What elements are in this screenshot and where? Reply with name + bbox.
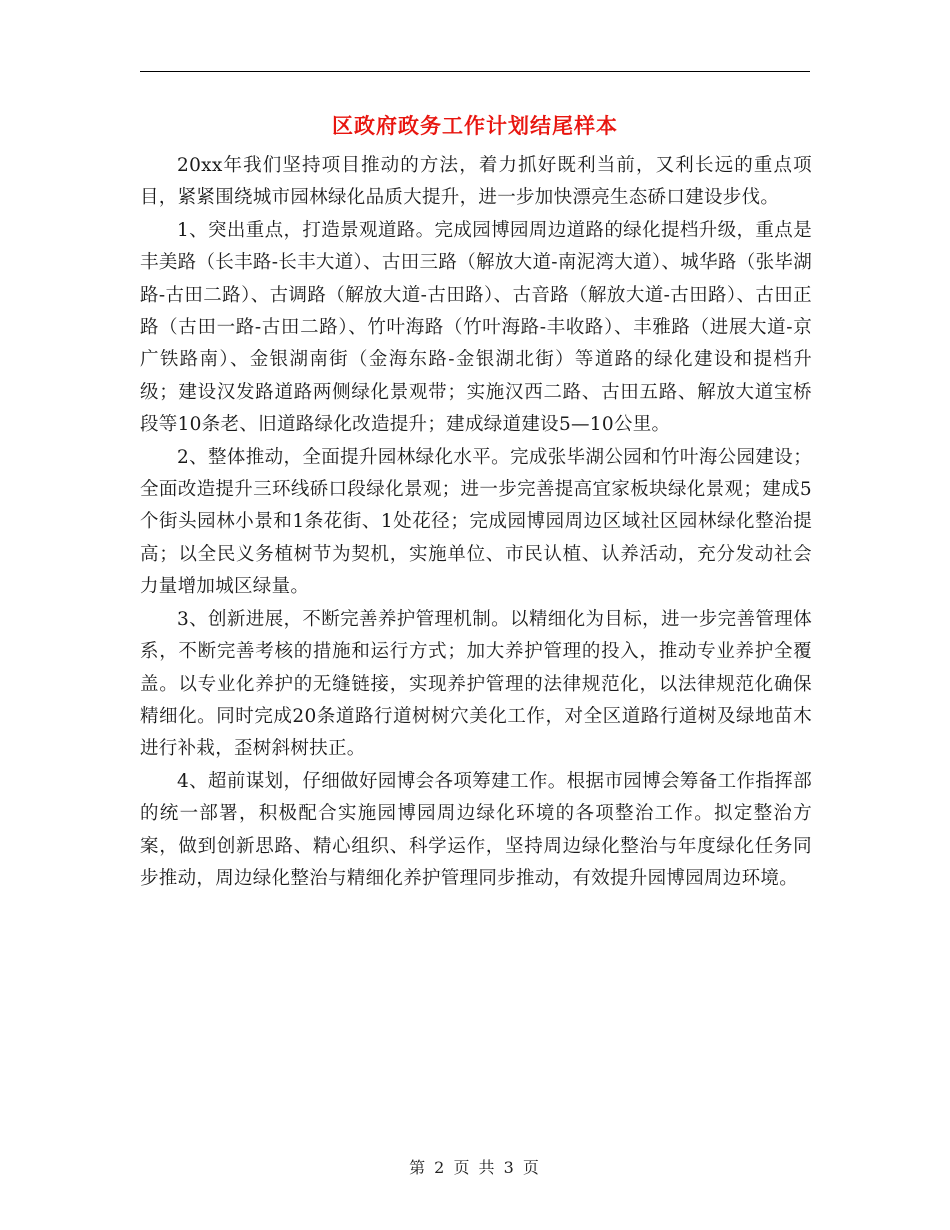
section-3-paragraph: 3、创新进展，不断完善养护管理机制。以精细化为目标，进一步完善管理体系，不断完善考核的措施和运行方式；加大养护管理的投入，推动专业养护全覆盖。以专业化养护的无缝链接，实现养护管理的法律规范化，以法律规范化确保精细化。同时完成20条道路行道树树穴美化工作，对全区道路行道树及绿地苗木进行补栽，歪树斜树扶正。: [140, 608, 812, 760]
section-2-paragraph: 2、整体推动，全面提升园林绿化水平。完成张毕湖公园和竹叶海公园建设；全面改造提升三环线硚口段绿化景观；进一步完善提高宜家板块绿化景观；建成5个街头园林小景和1条花街、1处花径；完成园博园周边区域社区园林绿化整治提高；以全民义务植树节为契机，实施单位、市民认植、认养活动，充分发动社会力量增加城区绿量。: [140, 446, 812, 598]
section-1-paragraph: 1、突出重点，打造景观道路。完成园博园周边道路的绿化提档升级，重点是丰美路（长丰路-长丰大道）、古田三路（解放大道-南泥湾大道）、城华路（张毕湖路-古田二路）、古调路（解放大道-古田路）、古音路（解放大道-古田路）、古田正路（古田一路-古田二路）、竹叶海路（竹叶海路-丰收路）、丰雅路（进展大道-京广铁路南）、金银湖南街（金海东路-金银湖北街）等道路的绿化建设和提档升级；建设汉发路道路两侧绿化景观带；实施汉西二路、古田五路、解放大道宝桥段等10条老、旧道路绿化改造提升；建成绿道建设5—10公里。: [140, 219, 812, 436]
page-number: 第 2 页 共 3 页: [409, 1158, 541, 1177]
document-body: [140, 150, 812, 895]
document-title: 区政府政务工作计划结尾样本: [332, 113, 618, 138]
section-4-paragraph: 4、超前谋划，仔细做好园博会各项筹建工作。根据市园博会筹备工作指挥部的统一部署，积极配合实施园博园周边绿化环境的各项整治工作。拟定整治方案，做到创新思路、精心组织、科学运作，坚持周边绿化整治与年度绿化任务同步推动，周边绿化整治与精细化养护管理同步推动，有效提升园博园周边环境。: [140, 770, 812, 889]
intro-paragraph: 20xx年我们坚持项目推动的方法，着力抓好既利当前，又利长远的重点项目，紧紧围绕城市园林绿化品质大提升，进一步加快漂亮生态硚口建设步伐。: [140, 155, 812, 209]
header-rule: [140, 71, 810, 72]
